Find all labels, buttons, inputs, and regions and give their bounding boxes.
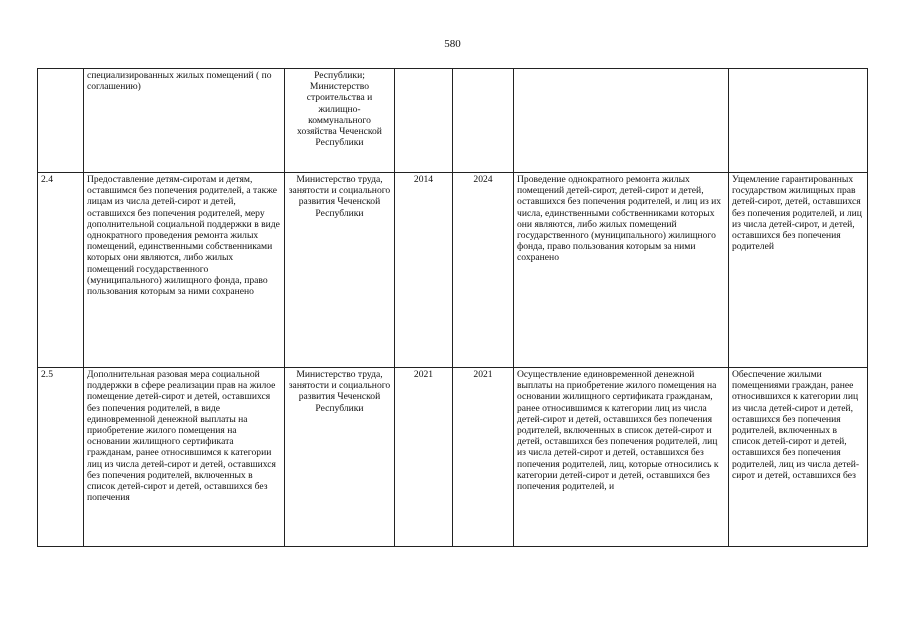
expected-result-cell <box>514 173 729 368</box>
consequence-cell <box>729 173 868 368</box>
measure-name-text: Дополнительная разовая мера социальной поддержки в сфере реализации прав на жилое помещение детей-сирот и детей, оставшихся без попечения родителей, в виде единовременной денежной выплаты на приобретение жилого помещения на основании жилищного сертификата гражданам, ранее относившимся к категории лиц из числа детей-сирот и детей, оставшихся без попечения родителей, включенных в список детей-сирот и детей, оставшихся без попечения <box>87 369 276 504</box>
end-year-cell: 2021 <box>453 368 514 547</box>
executor-cell <box>285 368 395 547</box>
measure-name-cell <box>84 173 285 368</box>
executor-text: Министерство труда, занятости и социального развития Чеченской Республики <box>288 174 391 219</box>
program-measures-table <box>37 68 868 547</box>
consequence-cell <box>729 69 868 173</box>
expected-result-cell <box>514 69 729 173</box>
measure-name-text: специализированных жилых помещений ( по соглашению) <box>87 70 272 93</box>
end-year-cell <box>453 69 514 173</box>
expected-result-text: Проведение однократного ремонта жилых помещений детей-сирот, детей-сирот и детей, оставшихся без попечения родителей, и лиц из их числа, единственными собственниками которых они являются, либо жилых помещений государственного (муниципального) жилищного фонда, право пользования которым за ними сохранено <box>517 174 722 264</box>
consequence-text: Ущемление гарантированных государством жилищных прав детей-сирот, детей, оставшихся без попечения родителей, и лиц из числа детей-сирот, и детей, оставшихся без попечения родителей <box>732 174 862 253</box>
row-number-cell <box>38 69 84 173</box>
executor-cell <box>285 173 395 368</box>
start-year-cell: 2021 <box>395 368 453 547</box>
row-number-cell: 2.4 <box>38 173 84 368</box>
executor-cell <box>285 69 395 173</box>
table-row <box>38 69 868 173</box>
page-number: 580 <box>444 38 461 50</box>
measure-name-cell <box>84 368 285 547</box>
measure-name-text: Предоставление детям-сиротам и детям, оставшимся без попечения родителей, а также лицам из числа детей-сирот и детей, оставшихся без попечения родителей, меру дополнительной социальной поддержки в виде однократного проведения ремонта жилых помещений, единственными собственниками которых они являются, либо жилых помещений государственного (муниципального) жилищного фонда, право пользования которым за ними сохранено <box>87 174 280 298</box>
expected-result-text: Осуществление единовременной денежной выплаты на приобретение жилого помещения на основании жилищного сертификата гражданам, ранее относившимся к категории лиц из числа детей-сирот и детей, оставшихся без попечения родителей, включенных в список детей-сирот и детей, оставшихся без попечения родителей, лиц из числа детей-сирот и детей, оставшихся без попечения родителей, лиц, которые относились к категории детей-сирот и детей, оставшихся без попечения родителей, и <box>517 369 719 493</box>
executor-text: Министерство труда, занятости и социального развития Чеченской Республики <box>288 369 391 414</box>
consequence-text: Обеспечение жилыми помещениями граждан, ранее относившихся к категории лиц из числа детей-сирот и детей, оставшихся без попечения родителей, включенных в список детей-сирот и детей, оставшихся без попечения родителей, лиц из числа детей-сирот и детей, оставшихся без <box>732 369 860 481</box>
row-number-cell: 2.5 <box>38 368 84 547</box>
table-row <box>38 368 868 547</box>
measure-name-cell <box>84 69 285 173</box>
consequence-cell <box>729 368 868 547</box>
end-year-cell: 2024 <box>453 173 514 368</box>
expected-result-cell <box>514 368 729 547</box>
executor-text: Республики; Министерство строительства и жилищно-коммунального хозяйства Чеченской Республики <box>297 70 382 149</box>
table-row <box>38 173 868 368</box>
start-year-cell: 2014 <box>395 173 453 368</box>
start-year-cell <box>395 69 453 173</box>
